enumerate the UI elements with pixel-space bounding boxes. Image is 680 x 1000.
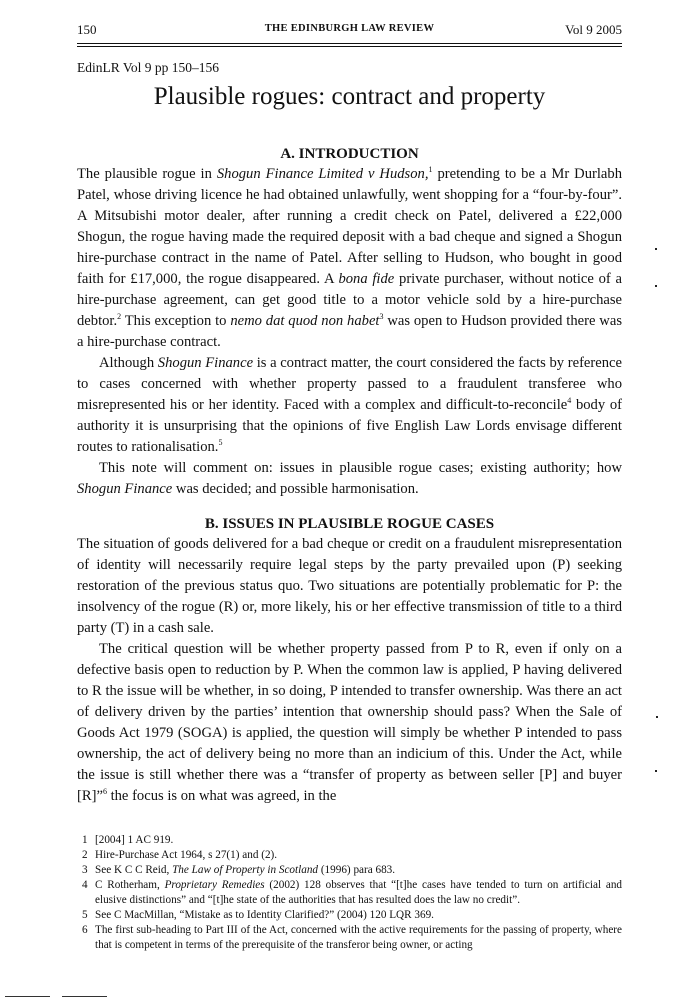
italic-text: nemo dat quod non habet (230, 313, 380, 329)
paragraph (77, 353, 622, 458)
scan-edge-line (62, 996, 107, 997)
article-citation: EdinLR Vol 9 pp 150–156 (77, 60, 220, 75)
footnote (82, 833, 622, 848)
text-run: body of authority it is unsurprising that the opinions of five English Law Lords envisage different routes to rationalisation. (77, 397, 622, 455)
section-heading-a: A. INTRODUCTION (280, 146, 419, 162)
text-run: pretending to be a Mr Durlabh Patel, whose driving licence he had obtained unlawfully, went shopping for a “four-by-four”. A Mitsubishi motor dealer, after running a credit check on Patel, delivered a £22,000 Shogun, the rogue having made the required deposit with a bad cheque and signed a Shogun hire-purchase contract in the name of Patel. After selling to Hudson, who bought in good faith for £17,000, the rogue disappeared. A (77, 166, 622, 287)
footnote-text (95, 878, 622, 908)
footnote (82, 908, 622, 923)
text-run: The plausible rogue in (77, 166, 217, 182)
footnote-number: 4 (82, 879, 88, 891)
text-run: The first sub-heading to Part III of the Act, concerned with the active requirements for the passing of property, where that is competent in terms of the prerequisite of the transferor being owner, or acting (95, 924, 622, 951)
italic-text: Shogun Finance (157, 355, 254, 371)
text-run: was open to Hudson provided there was a hire-purchase contract. (77, 313, 622, 350)
journal-title: THE EDINBURGH LAW REVIEW (264, 23, 435, 34)
page-column (77, 0, 622, 961)
text-run: The situation of goods delivered for a bad cheque or credit on a fraudulent misrepresentation of identity will necessarily require legal steps by the party prevailed upon (P) seeking restoration of the previous status quo. Two situations are potentially problematic for P: the insolvency of the rogue (R) or, more likely, his or her effective transmission of title to a third party (T) in a cash sale. (77, 536, 622, 636)
article-title: Plausible rogues: contract and property (153, 83, 546, 110)
footnote-number: 2 (82, 849, 88, 861)
scan-speck (655, 770, 657, 772)
text-run: (2002) 128 observes that “[t]he cases have tended to turn on artificial and elusive distinctions” and “[t]he state of the authorities that has resulted does the law no credit”. (95, 879, 623, 906)
section-heading-b: B. ISSUES IN PLAUSIBLE ROGUE CASES (204, 516, 495, 532)
footnote (82, 863, 622, 878)
text-run: was decided; and possible harmonisation. (172, 481, 419, 497)
footnote (82, 923, 622, 953)
section-b-body (77, 534, 622, 807)
scan-speck (655, 248, 657, 250)
text-run: See K C C Reid, (95, 864, 173, 876)
text-run: the focus is on what was agreed, in the (106, 788, 337, 804)
footnote-ref[interactable]: 1 (428, 165, 433, 175)
header-rule (77, 43, 622, 44)
footnote-ref[interactable]: 3 (379, 312, 384, 322)
page-number: 150 (77, 22, 97, 37)
paragraph (77, 164, 622, 353)
italic-text: Shogun Finance Limited v Hudson, (216, 166, 429, 182)
footnote-text (95, 848, 622, 863)
footnote (82, 848, 622, 863)
section-a-body (77, 164, 622, 500)
text-run: Although (99, 355, 158, 371)
running-header (77, 22, 622, 38)
footnote-ref[interactable]: 6 (102, 787, 107, 797)
footnote-number: 6 (82, 924, 88, 936)
text-run: Hire-Purchase Act 1964, s 27(1) and (2). (95, 849, 278, 861)
paragraph (77, 458, 622, 500)
scan-edge-line (5, 996, 50, 997)
footnote-text (95, 908, 622, 923)
text-run: This exception to (121, 313, 231, 329)
header-rule-thin (77, 46, 622, 47)
text-run: C Rotherham, (95, 879, 165, 891)
footnote-text (95, 833, 622, 848)
footnote-number: 5 (82, 909, 88, 921)
italic-text: bona fide (338, 271, 395, 287)
text-run: private purchaser, without notice of a hire-purchase agreement, can get good title to a motor vehicle sold by a hire-purchase debtor. (77, 271, 622, 329)
volume-year: Vol 9 2005 (565, 22, 622, 37)
text-run: [2004] 1 AC 919. (95, 834, 174, 846)
text-run: See C MacMillan, “Mistake as to Identity Clarified?” (2004) 120 LQR 369. (95, 909, 434, 921)
footnote-ref[interactable]: 5 (218, 438, 223, 448)
footnote-number: 1 (82, 834, 88, 846)
scan-speck (656, 716, 658, 718)
footnote-text (95, 923, 622, 953)
footnote-ref[interactable]: 2 (117, 312, 122, 322)
italic-text: Proprietary Remedies (164, 879, 265, 891)
italic-text: The Law of Property in Scotland (172, 864, 319, 876)
footnote (82, 878, 622, 908)
footnote-text (95, 863, 622, 878)
paragraph (77, 639, 622, 807)
paragraph (77, 534, 622, 639)
text-run: This note will comment on: issues in plausible rogue cases; existing authority; how (99, 460, 622, 476)
footnote-ref[interactable]: 4 (567, 396, 572, 406)
footnotes (82, 833, 622, 961)
italic-text: Shogun Finance (77, 481, 173, 497)
scan-speck (655, 285, 657, 287)
text-run: is a contract matter, the court considered the facts by reference to cases concerned with whether property passed to a fraudulent transferee who misrepresented his or her identity. Faced with a complex and difficult-to-reconcile (77, 355, 623, 413)
text-run: (1996) para 683. (318, 864, 396, 876)
footnote-number: 3 (82, 864, 88, 876)
text-run: The critical question will be whether property passed from P to R, even if only on a defective basis open to reduction by P. When the common law is applied, P having delivered to R the issue will be whether, in so doing, P intended to transfer ownership. Was there an act of delivery driven by the parties’ intention that ownership should pass? When the Sale of Goods Act 1979 (SOGA) is applied, the question will simply be whether P intended to pass ownership, the act of delivery being no more than an indicium of this. Under the Act, while the issue is still whether there was a “transfer of property as between seller [P] and buyer [R]” (77, 641, 622, 804)
